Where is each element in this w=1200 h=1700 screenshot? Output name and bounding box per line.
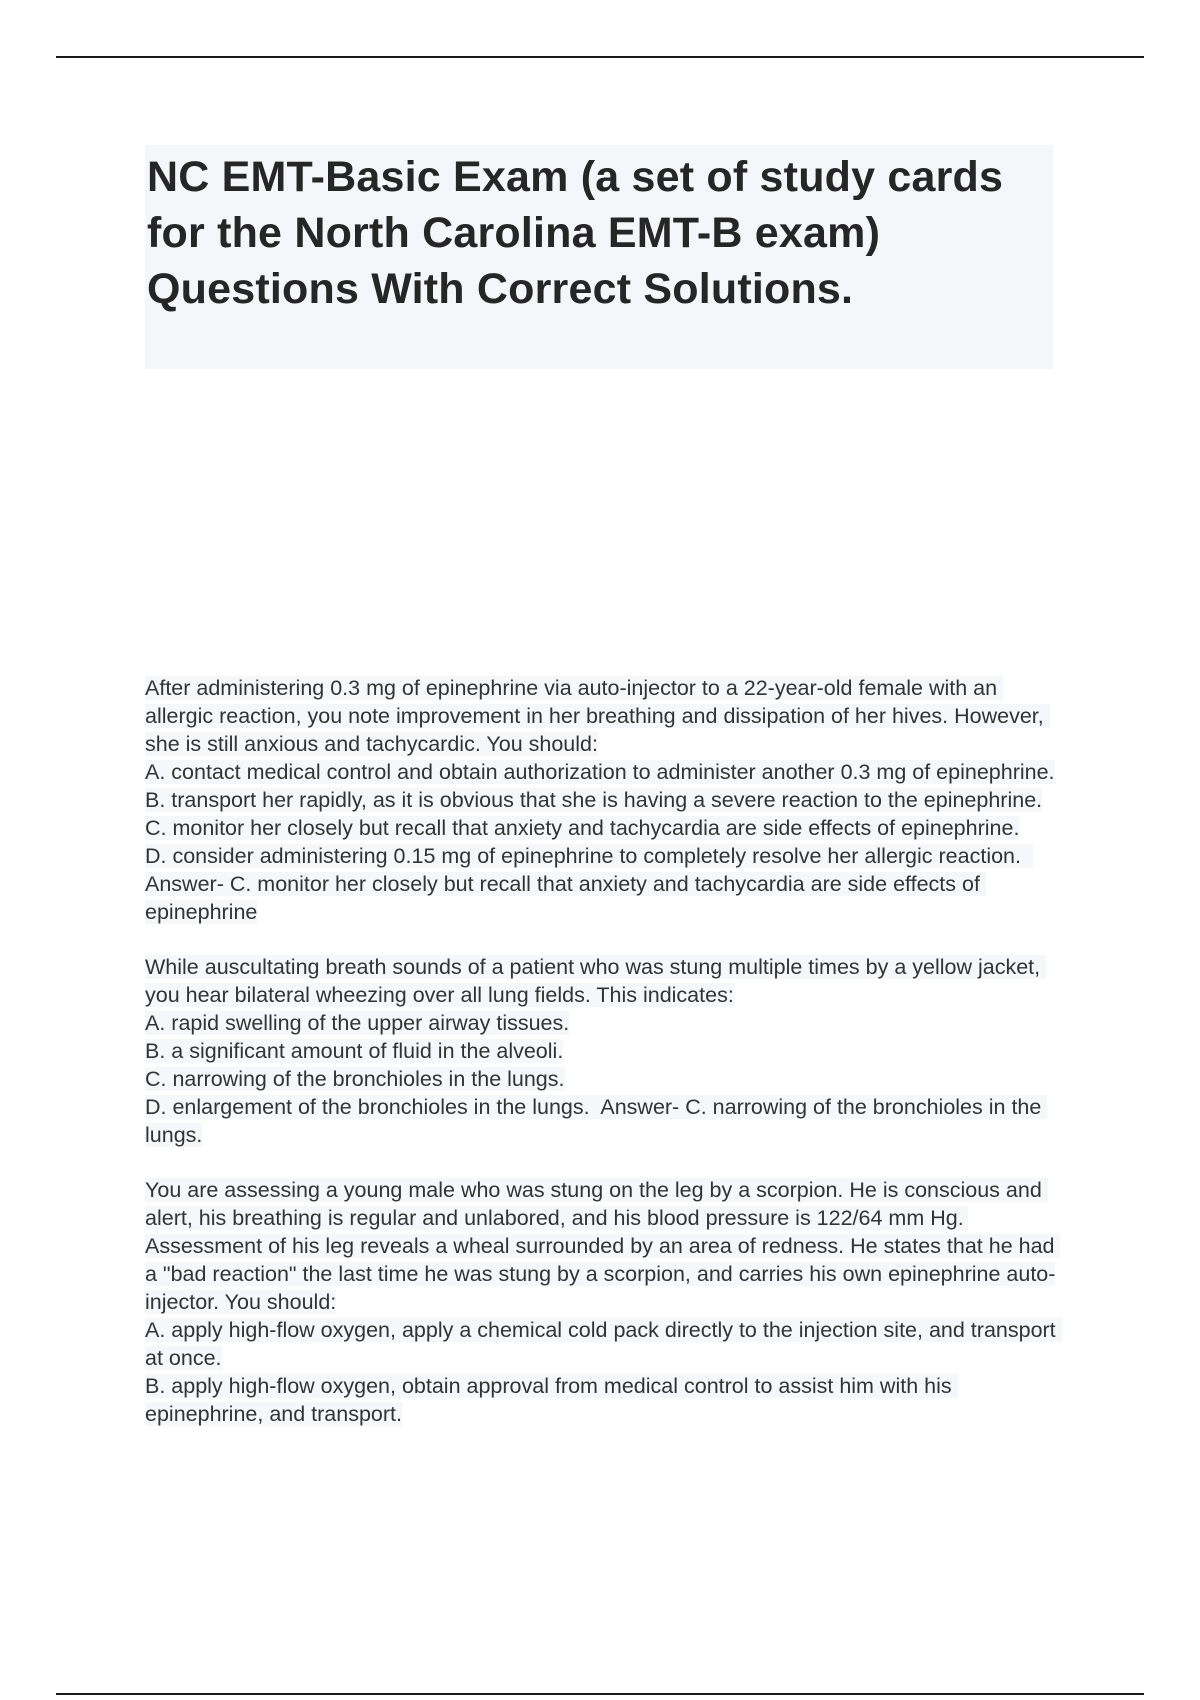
document-body [145, 674, 1065, 1455]
document-title: NC EMT-Basic Exam (a set of study cards for the North Carolina EMT-B exam) Questions With Correct Solutions. [147, 153, 1004, 313]
question-text: While auscultating breath sounds of a patient who was stung multiple times by a yellow jacket, you hear bilateral wheezing over all lung fields. This indicates: A. rapid swelling of the upper airway tissues. B. a significant amount of fluid in the alveoli. C. narrowing of the bronchioles in the lungs. D. enlargement of the bronchioles in the lungs. Answer- C. narrowing of the bronchioles in the lungs. [145, 955, 1047, 1147]
question-card [145, 953, 1065, 1149]
question-card [145, 674, 1065, 926]
question-card [145, 1176, 1065, 1428]
bottom-divider [56, 1693, 1144, 1695]
top-divider [56, 56, 1144, 58]
question-text: After administering 0.3 mg of epinephrine via auto-injector to a 22-year-old female with an allergic reaction, you note improvement in her breathing and dissipation of her hives. However, she is still anxious and tachycardic. You should: A. contact medical control and obtain authorization to administer another 0.3 mg of epinephrine. B. transport her rapidly, as it is obvious that she is having a severe reaction to the epinephrine. C. monitor her closely but recall that anxiety and tachycardia are side effects of epinephrine. D. consider administering 0.15 mg of epinephrine to completely resolve her allergic reaction. Answer- C. monitor her closely but recall that anxiety and tachycardia are side effects of epinephrine [145, 676, 1055, 924]
question-text: You are assessing a young male who was stung on the leg by a scorpion. He is conscious and alert, his breathing is regular and unlabored, and his blood pressure is 122/64 mm Hg. Assessment of his leg reveals a wheal surrounded by an area of redness. He states that he had a "bad reaction" the last time he was stung by a scorpion, and carries his own epinephrine auto-injector. You should: A. apply high-flow oxygen, apply a chemical cold pack directly to the injection site, and transport at once. B. apply high-flow oxygen, obtain approval from medical control to assist him with his epinephrine, and transport. [145, 1178, 1062, 1426]
title-block [145, 145, 1053, 369]
